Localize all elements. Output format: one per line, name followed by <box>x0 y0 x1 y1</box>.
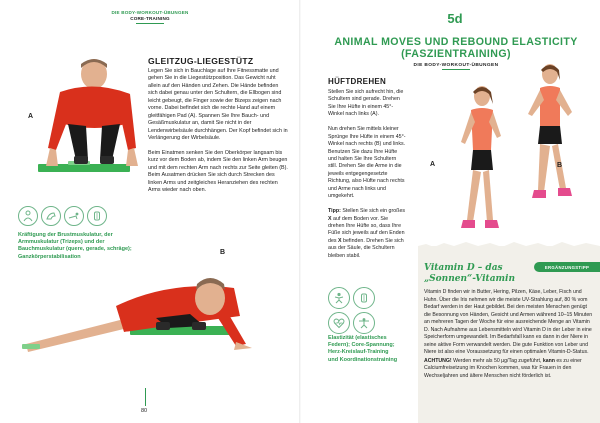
pink-shoe <box>532 190 546 198</box>
arm-muscle-icon <box>41 206 61 226</box>
benefits-caption: Elastizität (elastisches Federn); Core-Spannung; Herz-Kreislauf-Training und Koordinationstraining <box>328 335 398 363</box>
exercise-title: GLEITZUG-LIEGESTÜTZ <box>148 56 254 66</box>
runhead-rule <box>442 69 470 70</box>
runhead-section: DIE BODY-WORKOUT-ÜBUNGEN <box>111 10 189 15</box>
tip-x-mark: X <box>328 215 332 222</box>
extended-arm <box>26 320 128 352</box>
figure-label-a: A <box>28 113 34 120</box>
tip-label: Tipp: <box>328 208 341 215</box>
exercise-photo-a <box>30 52 142 182</box>
instruction-paragraph: Stellen Sie sich aufrecht hin, die Schultern sind gerade. Drehen Sie Ihre Hüfte in einem 45°-Winkel nach links (A). <box>328 89 404 118</box>
pushup-icon <box>64 206 84 226</box>
page-number-rule <box>145 388 146 406</box>
tip-paragraph <box>328 208 406 260</box>
instruction-paragraph: Beim Einatmen senken Sie den Oberkörper langsam bis kurz vor dem Boden ab, indem Sie den linken Arm beugen und mit dem rechten Arm nach rechts zur Seite gleiten (B). Beim Ausatmen drücken Sie sich durch Strecken des linken Arms und zeitgleiches Heranziehen des rechten Arms wieder nach oben. <box>148 149 288 194</box>
figure-label-b: B <box>557 162 563 169</box>
torso-icon <box>353 287 375 309</box>
tip-text: Stellen Sie sich ein großes <box>340 208 406 215</box>
tip-tag: ERGÄNZUNGSTIPP <box>534 262 600 272</box>
page-number-text: 80 <box>141 408 148 414</box>
tip-x-mark: X <box>338 237 342 244</box>
warning-label: ACHTUNG! <box>424 357 452 364</box>
runhead-subsection: CORE-TRAINING <box>130 16 170 21</box>
runhead-section: DIE BODY-WORKOUT-ÜBUNGEN <box>413 63 499 68</box>
jumping-figure-icon <box>328 287 350 309</box>
red-shirt <box>60 86 130 128</box>
tip-box-title-line: Vitamin D – das <box>424 263 503 273</box>
tank-top <box>540 86 560 128</box>
page-number <box>141 408 147 414</box>
black-shorts <box>68 124 88 160</box>
tank-top <box>471 108 493 152</box>
exercise-instructions <box>328 89 406 268</box>
instruction-paragraph: Legen Sie sich in Bauchlage auf Ihre Fitnessmatte und gehen Sie in die Liegestützposition. Das Gewicht ruht allein auf den Händen und Zehen. Die Hände befinden sich dabei genau unter den Schultern, die Ellbogen sind leicht gebeugt, die Finger sowie der Bizeps zeigen nach vorne. Dabei befindet sich die rechte Hand auf einem gleitfähigen Pad (A). Spannen Sie Ihre Bauch- und Gesäßmuskulatur an, damit Sie nicht in der Lendenwirbelsäule durchhängen. Der Kopf befindet sich in Verlängerung der Wirbelsäule. <box>148 68 288 142</box>
upper-body-icon <box>18 206 38 226</box>
figure-label-b: B <box>220 249 226 256</box>
chapter-number: 5d <box>447 11 463 26</box>
tip-text: befinden. Drehen Sie sich aus der Säule, die Schultern bleiben stabil. <box>328 237 404 259</box>
muscle-icons-left <box>18 206 107 226</box>
running-head-left <box>105 10 195 24</box>
tip-box-paragraph: Vitamin D finden wir in Butter, Hering, Pilzen, Käse, Leber, Fisch und Huhn. Über die Iris nehmen wir die meiste UV-Strahlung auf, 80 % vom Bedarf werden in der Haut gebildet. Bei den meisten Menschen genügt die Besonnung von Händen, Gesicht und Armen während 10–15 Minuten an mehreren Tagen der Woche für eine ausreichende Menge an Vitamin D. Nach Aufnahme aus Lebensmitteln wird Vitamin D in der Leber in eine Speicherform umgewandelt. Im Bedarfsfall kann es dann in der Niere in seine aktive Form verwandelt werden. Die gute Funktion von Leber und Niere ist also eine Voraussetzung für einen optimalen Vitamin-D-Status. <box>424 289 593 356</box>
warning-text: es zu einer Calciumfreisetzung im Knochen kommen, was für Frauen in den Wechseljahren und ältere Menschen nicht förderlich ist. <box>424 357 582 380</box>
benefits-caption: Kräftigung der Brustmuskulatur, der Armmuskulatur (Trizeps) und der Bauchmuskulatur (quere, gerade, schräge); Ganzkörperstabilisation <box>18 232 132 260</box>
tip-text: auf dem Boden vor. Sie drehen Ihre Hüfte so, dass Ihre Füße sich jeweils auf den Enden des <box>328 215 405 244</box>
muscle-icons-right <box>328 287 375 334</box>
section-title: ANIMAL MOVES UND REBOUND ELASTICITY (FASZIENTRAINING) <box>334 36 578 60</box>
torso-icon <box>87 206 107 226</box>
black-shorts <box>538 126 562 144</box>
book-gutter <box>299 0 301 423</box>
exercise-title: HÜFTDREHEN <box>328 77 387 86</box>
exercise-photo-b <box>20 258 278 358</box>
stretch-icon <box>353 312 375 334</box>
tip-box-title <box>424 263 515 285</box>
exercise-photo-a-woman <box>455 80 505 240</box>
tip-box-body <box>424 289 594 381</box>
pink-shoe <box>461 220 475 228</box>
warning-text: Werden mehr als 50 µg/Tag zugeführt, <box>451 357 543 364</box>
tip-box-title-line: „Sonnen“-Vitamin <box>424 274 516 284</box>
warning-paragraph <box>424 358 594 381</box>
figure-label-a: A <box>430 161 436 168</box>
warning-emphasis: kann <box>542 357 555 364</box>
slide-pad <box>22 344 40 349</box>
black-shorts <box>471 150 493 170</box>
instruction-paragraph: Nun drehen Sie mittels kleiner Sprünge Ihre Hüfte in einem 45°-Winkel nach rechts (B) und links. Benutzen Sie dazu Ihre Hüfte und halten Sie Ihre Schultern still. Drehen Sie die Arme in die jeweils entgegengesetzte Richtung, also Hüfte nach rechts und Arme nach links und umgekehrt. <box>328 126 406 200</box>
runhead-rule <box>136 23 164 24</box>
heart-rate-icon <box>328 312 350 334</box>
exercise-photo-b-woman <box>520 58 580 208</box>
exercise-instructions <box>148 68 288 202</box>
